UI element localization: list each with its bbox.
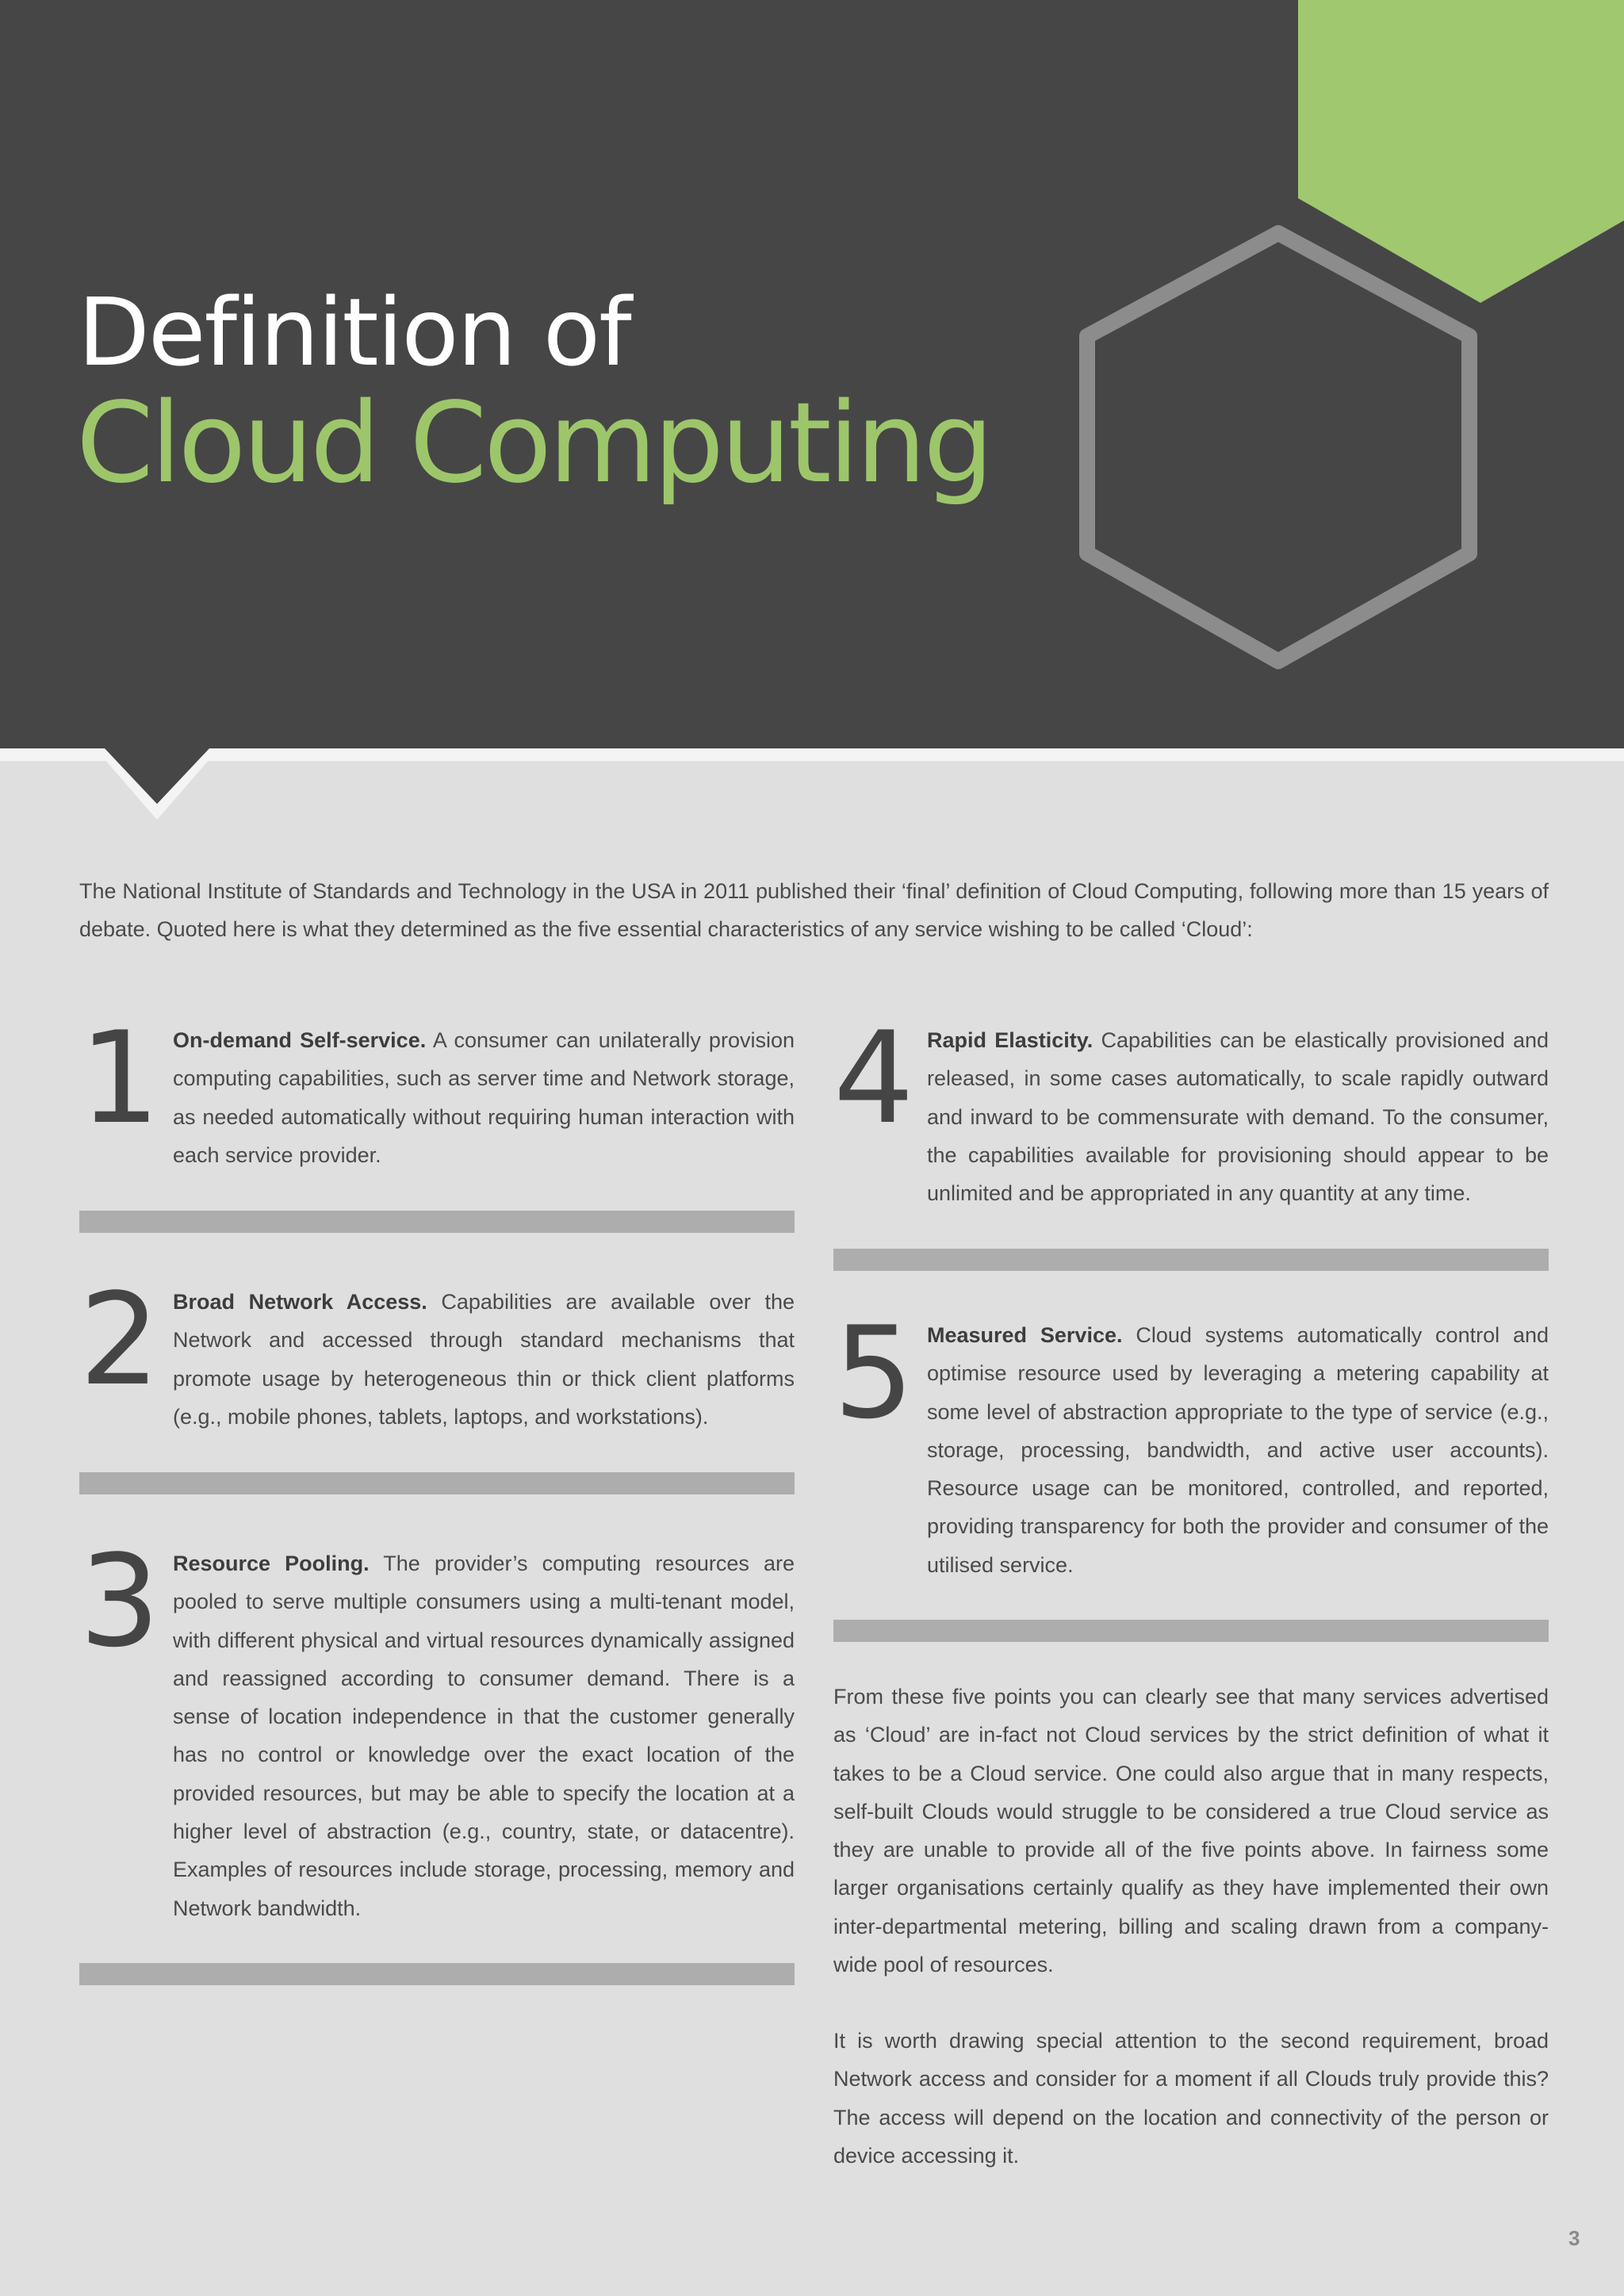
characteristic-description: Capabilities are available over the Network and accessed through standard mechanisms that promote usage by heterogeneous thin or thick client platforms (e.g., mobile phones, tablets, laptops, and workstations). xyxy=(173,1290,795,1429)
title-line-2: Cloud Computing xyxy=(76,379,991,508)
characteristic-title: Broad Network Access. xyxy=(173,1290,427,1314)
characteristic-title: Rapid Elasticity. xyxy=(927,1028,1094,1052)
intro-paragraph: The National Institute of Standards and Technology in the USA in 2011 published their ‘final’ definition of Cloud Computing, following more than 15 years of debate. Quoted here is what they determined as the five essential characteristics of any service wishing to be called ‘Cloud’: xyxy=(79,879,1549,941)
title-line-1: Definition of xyxy=(78,277,630,387)
characteristic-text xyxy=(173,1283,795,1436)
characteristic-title: On-demand Self-service. xyxy=(173,1028,427,1052)
characteristic-number: 5 xyxy=(833,1299,914,1447)
separator-bar xyxy=(833,1620,1549,1642)
characteristic-number: 3 xyxy=(79,1527,160,1675)
characteristic-title: Resource Pooling. xyxy=(173,1552,370,1575)
separator-bar xyxy=(833,1249,1549,1271)
characteristic-description: Capabilities can be elastically provisioned and released, in some cases automatically, to scale rapidly outward and inward to be commensurate with demand. To the consumer, the capabilities available for provisioning should appear to be unlimited and be appropriated in any quantity at any time. xyxy=(927,1028,1549,1206)
separator-bar xyxy=(79,1472,795,1494)
separator-bar xyxy=(79,1211,795,1233)
characteristic-text xyxy=(173,1544,795,1927)
separator-bar xyxy=(79,1963,795,1985)
characteristic-description: A consumer can unilaterally provision computing capabilities, such as server time and Network storage, as needed automatically without requiring human interaction with each service provider. xyxy=(173,1028,795,1167)
characteristic-number: 4 xyxy=(833,1004,914,1152)
characteristic-title: Measured Service. xyxy=(927,1323,1123,1347)
characteristic-number: 1 xyxy=(79,1004,160,1152)
characteristic-text xyxy=(927,1021,1549,1212)
characteristic-text xyxy=(173,1021,795,1174)
page-number: 3 xyxy=(1568,2226,1580,2250)
conclusion-paragraph-2: It is worth drawing special attention to the second requirement, broad Network access and consider for a moment if all Clouds truly provide this? The access will depend on the location and connectivity of the person or device accessing it. xyxy=(833,2029,1549,2168)
characteristic-description: Cloud systems automatically control and optimise resource used by leveraging a metering capability at some level of abstraction appropriate to the type of service (e.g., storage, processing, bandwidth, and active user accounts). Resource usage can be monitored, controlled, and reported, providing transparency for both the provider and consumer of the utilised service. xyxy=(927,1323,1549,1577)
hexagon-outline-shape xyxy=(1087,233,1469,661)
conclusion-paragraph-1: From these five points you can clearly see that many services advertised as ‘Cloud’ are in-fact not Cloud services by the strict definition of what it takes to be a Cloud service. One could also argue that in many respects, self-built Clouds would struggle to be considered a true Cloud service as they are unable to provide all of the five points above. In fairness some larger organisations certainly qualify as they have implemented their own inter-departmental metering, billing and scaling drawn from a company-wide pool of resources. xyxy=(833,1685,1549,1977)
characteristic-text xyxy=(927,1316,1549,1584)
characteristic-description: The provider’s computing resources are pooled to serve multiple consumers using a multi-tenant model, with different physical and virtual resources dynamically assigned and reassigned according to consumer demand. There is a sense of location independence in that the customer generally has no control or knowledge over the exact location of the provided resources, but may be able to specify the location at a higher level of abstraction (e.g., country, state, or datacentre). Examples of resources include storage, processing, memory and Network bandwidth. xyxy=(173,1552,795,1920)
characteristic-number: 2 xyxy=(79,1265,160,1414)
green-hexagon-shape xyxy=(1298,0,1624,303)
